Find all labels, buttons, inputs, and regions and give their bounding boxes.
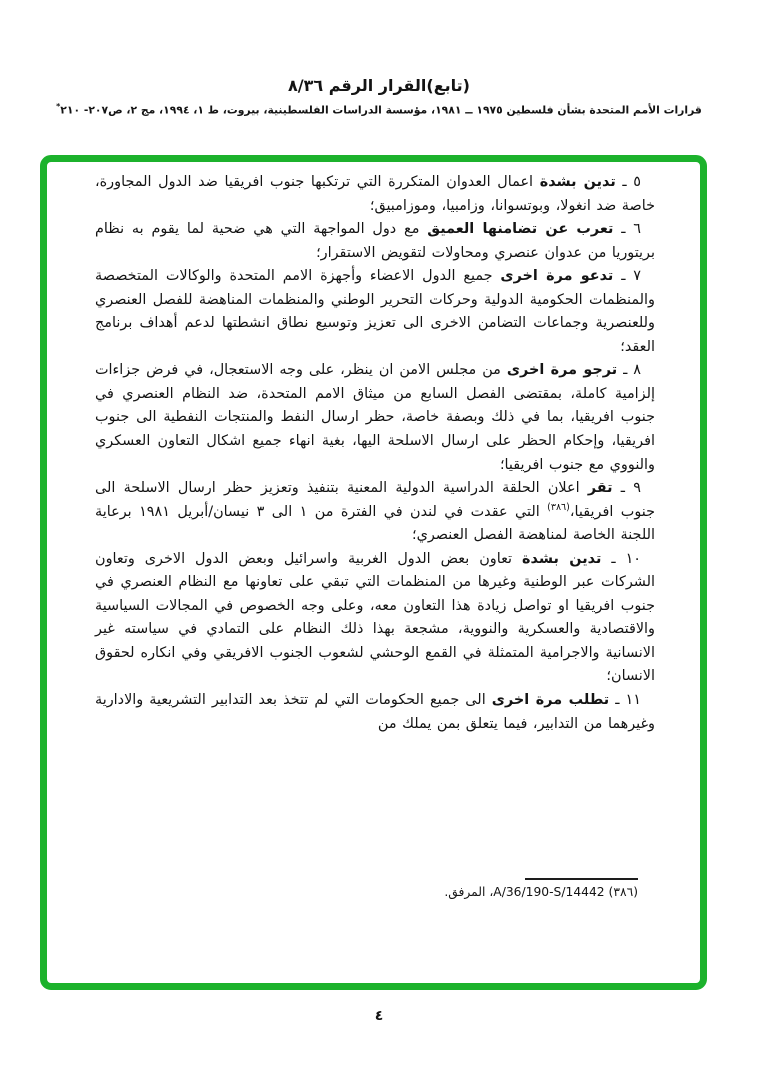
paragraph-number: ٦ ـ [621, 221, 641, 238]
resolution-paragraph [95, 689, 655, 736]
paragraph-bold-lead: تطلب مرة اخرى [491, 692, 610, 709]
paragraph-number: ١١ ـ [615, 692, 642, 709]
page-number: ٤ [374, 1008, 384, 1024]
paragraph-text: من مجلس الامن ان ينظر، على وجه الاستعجال، في فرض جزاءات إلزامية كاملة، بمقتضى الفصل السابع من ميثاق الامم المتحدة، ضد النظام العنصري في جنوب افريقيا، بما في ذلك وبصفة خاصة، حظر ارسال النفط والمنتجات النفطية الى جنوب افريقيا، وإحكام الحظر على ارسال الاسلحة اليها، بغية انهاء جميع اشكال التعاون العسكري والنووي مع جنوب افريقيا؛ [95, 362, 655, 473]
page-header [0, 76, 758, 117]
paragraph-text: مع دول المواجهة التي هي ضحية لما يقوم به نظام بريتوريا من عدوان عنصري ومحاولات لتقويض الاستقرار؛ [95, 221, 655, 261]
paragraph-bold-lead: تعرب عن تضامنها العميق [427, 221, 614, 238]
green-border-frame [40, 155, 707, 990]
footnote-text [308, 885, 638, 899]
paragraph-bold-lead: تدعو مرة اخرى [500, 268, 614, 285]
paragraph-number: ١٠ ـ [611, 550, 642, 567]
footnote-document-ref: A/36/190-S/14442 [493, 885, 605, 899]
paragraph-bold-lead: تقر [587, 480, 613, 497]
resolution-paragraph [95, 548, 655, 689]
footnote-marker: (٣٨٦) [608, 885, 638, 899]
footnote-separator-rule [525, 878, 638, 880]
paragraph-bold-lead: تدين بشدة [539, 174, 616, 190]
body-paragraphs [95, 171, 655, 736]
footnote-suffix: ، المرفق. [444, 885, 494, 899]
paragraph-text: اعمال العدوان المتكررة التي ترتكبها جنوب افريقيا ضد الدول المجاورة، خاصة ضد انغولا، وبوتسوانا، وزامبيا، وموزامبيق؛ [95, 174, 655, 214]
paragraph-text: تعاون بعض الدول الغربية واسرائيل وبعض الدول الاخرى وتعاون الشركات عبر الوطنية وغيرها من المنظمات التي تبقي على تعاونها مع النظام العنصري في جنوب افريقيا او تواصل زيادة هذا التعاون معه، وعلى وجه الخصوص في المجالات السياسية والاقتصادية والعسكرية والنووية، مشجعة بهذا ذلك النظام على التمادي في سياسته غير الانسانية والاجرامية المتمثلة في القمع الوحشي لشعوب الجنوب الافريقي وفي انكاره لحقوق الانسان؛ [95, 550, 655, 685]
paragraph-text: جميع الدول الاعضاء وأجهزة الامم المتحدة والوكالات المتخصصة والمنظمات الحكومية الدولية وحركات التحرير الوطني والمنظمات المناهضة للفصل العنصري وللعنصرية وجماعات التضامن الاخرى الى تعزيز وتوسيع نطاق انشطتها لدعم أهداف برنامج العقد؛ [95, 268, 655, 355]
source-citation [0, 102, 758, 117]
paragraph-footnote-ref: (٣٨٦) [547, 501, 570, 513]
paragraph-text: اعلان الحلقة الدراسية الدولية المعنية بتنفيذ وتعزيز حظر ارسال الاسلحة الى جنوب افريقيا، [95, 480, 655, 520]
paragraph-number: ٧ ـ [621, 268, 641, 285]
paragraph-bold-lead: ترجو مرة اخرى [506, 362, 618, 379]
paragraph-text: الى جميع الحكومات التي لم تتخذ بعد التدابير التشريعية والادارية وغيرهما من التدابير، فيما يتعلق بمن يملك من [95, 692, 655, 732]
paragraph-bold-lead: تدين بشدة [522, 550, 602, 567]
citation-footnote-marker: * [56, 102, 61, 111]
resolution-paragraph [95, 477, 655, 548]
source-citation-text: قرارات الأمم المتحدة بشأن فلسطين ١٩٧٥ ــ ١٩٨١، مؤسسة الدراسات الفلسطينية، بيروت، ط ١، ١٩٩٤، مج ٢، ص٢٠٧- ٢١٠ [60, 103, 702, 117]
resolution-paragraph [95, 265, 655, 359]
resolution-paragraph [95, 171, 655, 218]
footnote-block [308, 878, 638, 899]
paragraph-number: ٩ ـ [620, 480, 641, 497]
resolution-paragraph [95, 218, 655, 265]
resolution-paragraph [95, 359, 655, 477]
paragraph-number: ٨ ـ [623, 362, 642, 379]
resolution-title: (تابع)القرار الرقم ٨/٣٦ [288, 76, 470, 95]
paragraph-text-continued: التي عقدت في لندن في الفترة من ١ الى ٣ نيسان/أبريل ١٩٨١ برعاية اللجنة الخاصة لمناهضة الفصل العنصري؛ [95, 503, 655, 544]
paragraph-number: ٥ ـ [622, 174, 641, 190]
